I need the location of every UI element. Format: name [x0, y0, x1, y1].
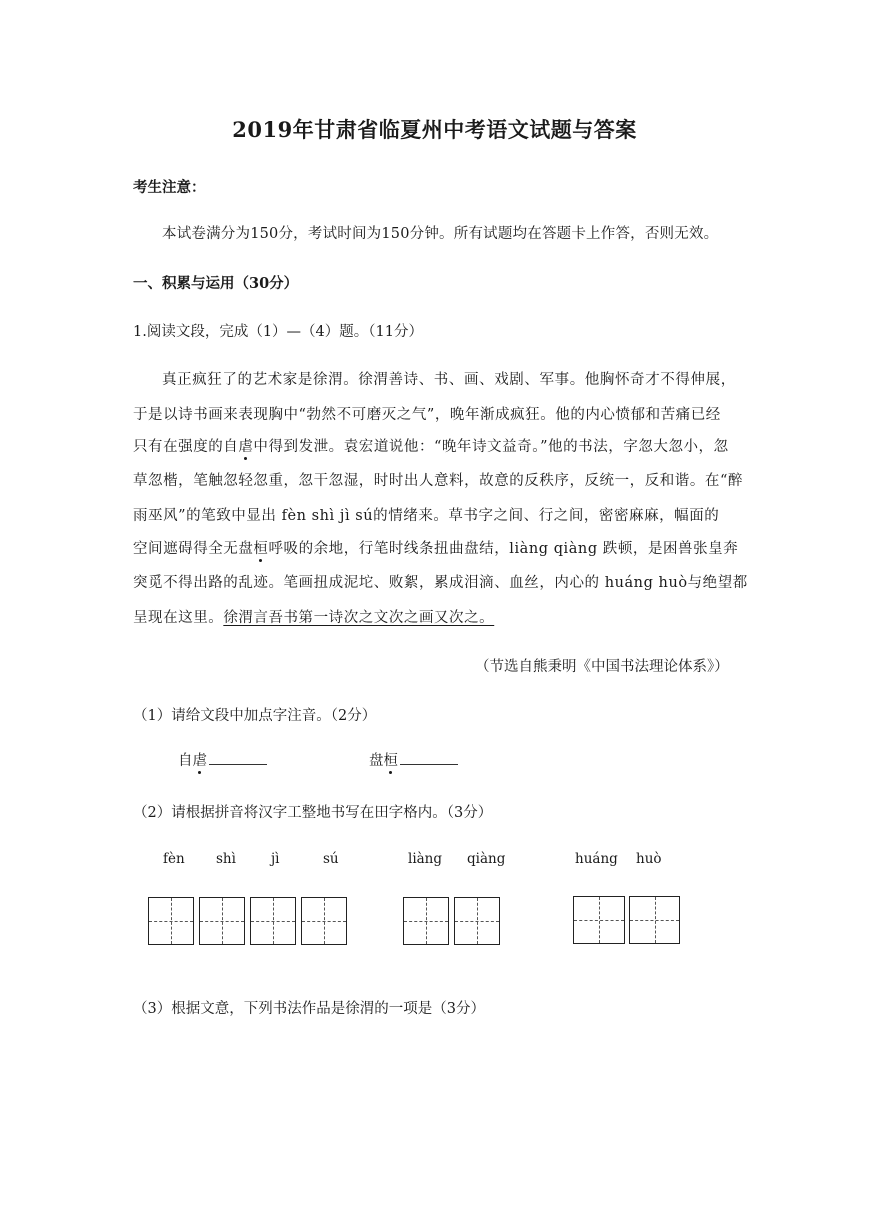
tianzige-cell[interactable] [629, 896, 680, 944]
answer-blank[interactable] [400, 752, 458, 765]
passage-line: 真正疯狂了的艺术家是徐渭。徐渭善诗、书、画、戏剧、军事。他胸怀奇才不得伸展， [162, 372, 736, 388]
notice-label: 考生注意： [133, 179, 206, 196]
passage-line: 于是以诗书画来表现胸中“勃然不可磨灭之气”，晚年渐成疯狂。他的内心愤郁和苦痛已经 [133, 407, 721, 423]
passage-line: 突觅不得出路的乱迹。笔画扭成泥坨、败絮，累成泪滴、血丝，内心的 huáng huò与绝望都 [133, 575, 748, 591]
section-heading: 一、积累与运用（30分） [133, 275, 299, 292]
passage-line: 空间遮碍得全无盘桓呼吸的余地，行笔时线条扭曲盘结，liàng qiàng 跌顿，是困兽张皇奔 [133, 541, 739, 557]
underlined-sentence: 徐渭言吾书第一诗次之文次之画又次之。 [223, 610, 495, 626]
passage-line: 呈现在这里。徐渭言吾书第一诗次之文次之画又次之。 [133, 610, 495, 626]
tianzige-cell[interactable] [403, 897, 449, 945]
pinyin-label: huáng [575, 851, 618, 867]
tianzige-cell[interactable] [573, 896, 625, 944]
answer-item: 盘桓 [369, 749, 458, 770]
pinyin-label: shì [216, 851, 236, 867]
pinyin-label: jì [271, 851, 280, 867]
tianzige-cell[interactable] [148, 897, 194, 945]
sub-question-2: （2）请根据拼音将汉字工整地书写在田字格内。（3分） [133, 805, 493, 821]
pinyin-label: qiàng [467, 851, 506, 867]
dotted-char: 桓 [253, 541, 269, 557]
dotted-char: 桓 [383, 753, 398, 769]
tianzige-group [573, 896, 685, 944]
tianzige-group [148, 897, 352, 945]
pinyin-label: huò [636, 851, 662, 867]
pinyin-label: fèn [163, 851, 185, 867]
pinyin-label: sú [323, 851, 339, 867]
page-title: 2019年甘肃省临夏州中考语文试题与答案 [232, 117, 637, 142]
question-1: 1.阅读文段，完成（1）—（4）题。（11分） [133, 324, 423, 340]
passage-line: 雨巫风”的笔致中显出 fèn shì jì sú的情绪来。草书字之间、行之间，密密麻麻，幅面的 [133, 508, 720, 524]
pinyin-label: liàng [408, 851, 443, 867]
dotted-char: 虐 [192, 753, 207, 769]
tianzige-cell[interactable] [454, 897, 500, 945]
answer-blank[interactable] [209, 752, 267, 765]
tianzige-cell[interactable] [250, 897, 296, 945]
sub-question-3: （3）根据文意，下列书法作品是徐渭的一项是（3分） [133, 1001, 485, 1017]
tianzige-cell[interactable] [199, 897, 245, 945]
dotted-char: 虐 [238, 439, 254, 455]
notice-text: 本试卷满分为150分，考试时间为150分钟。所有试题均在答题卡上作答，否则无效。 [162, 226, 719, 242]
sub-question-1: （1）请给文段中加点字注音。（2分） [133, 708, 377, 724]
passage-line: 只有在强度的自虐中得到发泄。袁宏道说他：“晚年诗文益奇。”他的书法，字忽大忽小，忽 [133, 439, 729, 455]
passage-source: （节选自熊秉明《中国书法理论体系》） [475, 659, 729, 675]
answer-item: 自虐 [178, 749, 267, 770]
tianzige-cell[interactable] [301, 897, 347, 945]
passage-line: 草忽楷，笔触忽轻忽重，忽干忽湿，时时出人意料，故意的反秩序，反统一，反和谐。在“醉 [133, 473, 743, 489]
tianzige-group [403, 897, 505, 945]
